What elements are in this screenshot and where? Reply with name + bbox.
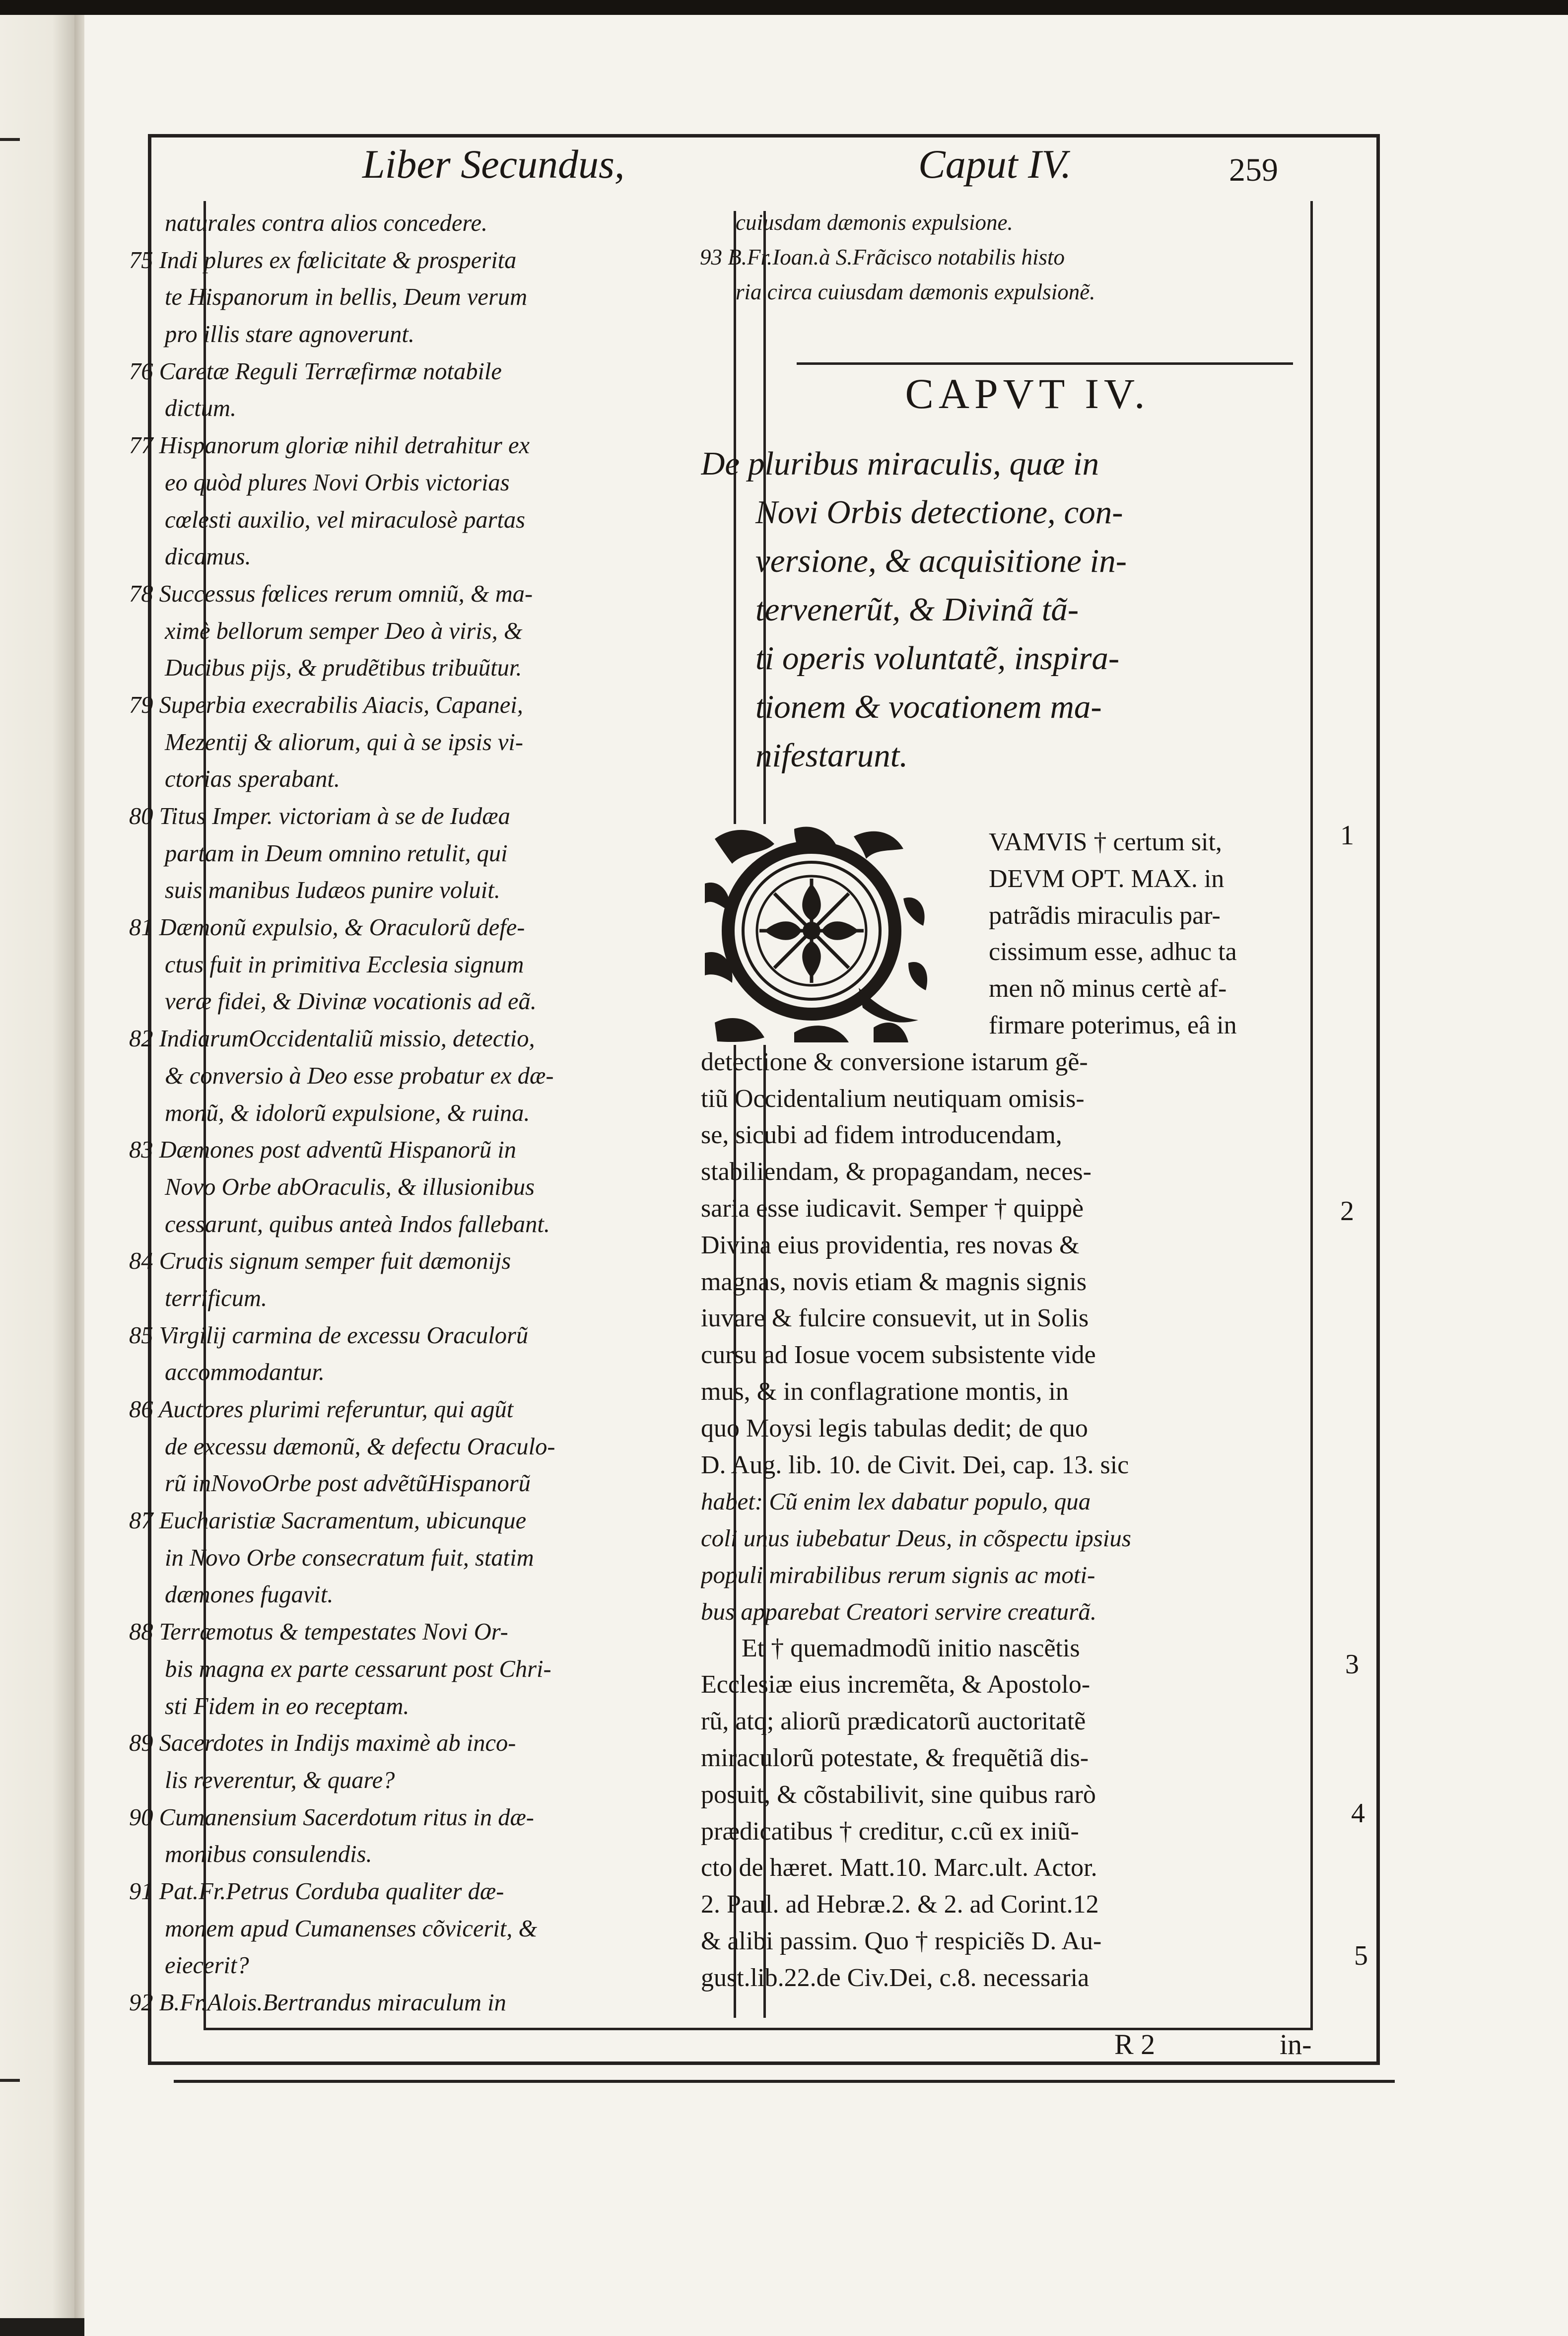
summary-line: dictum. <box>165 395 237 422</box>
chapter-description-line: De pluribus miraculis, quæ in <box>701 445 1099 482</box>
summary-line: 80 Titus Imper. victoriam à se de Iudæa <box>129 803 510 829</box>
chapter-description-line: ti operis voluntatẽ, inspira- <box>755 640 1120 677</box>
body-line-quotation: bus apparebat Creatori servire creaturã. <box>701 1597 1097 1625</box>
summary-line: de excessu dæmonũ, & defectu Oraculo- <box>165 1433 555 1460</box>
body-line: DEVM OPT. MAX. in <box>989 864 1225 893</box>
chapter-description <box>701 439 1306 780</box>
summary-line: lis reverentur, & quare? <box>165 1767 395 1793</box>
body-line: cursu ad Iosue vocem subsistente vide <box>701 1341 1096 1370</box>
body-line: men nõ minus certè af- <box>989 974 1227 1003</box>
summary-line: monibus consulendis. <box>165 1841 372 1868</box>
body-line: cto de hæret. Matt.10. Marc.ult. Actor. <box>701 1854 1097 1882</box>
summary-line: 84 Crucis signum semper fuit dæmonijs <box>129 1248 511 1275</box>
summary-line: 93 B.Fr.Ioan.à S.Frãcisco notabilis histo <box>700 245 1065 270</box>
body-line: Et † quemadmodũ initio nascẽtis <box>742 1634 1080 1662</box>
summary-line: in Novo Orbe consecratum fuit, statim <box>165 1544 534 1571</box>
margin-number: 2 <box>1340 1196 1354 1227</box>
summary-line: cessarunt, quibus anteà Indos fallebant. <box>165 1211 550 1237</box>
body-line: iuvare & fulcire consuevit, ut in Solis <box>701 1304 1089 1333</box>
summary-column <box>129 205 742 2022</box>
previous-page-rule <box>0 138 20 141</box>
summary-line: 90 Cumanensium Sacerdotum ritus in dæ- <box>129 1804 534 1831</box>
body-line: mus, & in conflagratione montis, in <box>701 1377 1069 1406</box>
body-line: VAMVIS † certum sit, <box>989 828 1222 856</box>
summary-line: bis magna ex parte cessarunt post Chri- <box>165 1655 551 1682</box>
summary-line: suis manibus Iudæos punire voluit. <box>165 877 500 904</box>
summary-line: 86 Auctores plurimi referuntur, qui agũt <box>129 1396 514 1423</box>
summary-line: 81 Dæmonũ expulsio, & Oraculorũ defe- <box>129 914 525 941</box>
body-line-quotation: populi mirabilibus rerum signis ac moti- <box>701 1561 1095 1588</box>
chapter-description-line: versione, & acquisitione in- <box>755 543 1127 579</box>
summary-line: sti Fidem in eo receptam. <box>165 1693 409 1719</box>
body-line: quo Moysi legis tabulas dedit; de quo <box>701 1414 1088 1443</box>
chapter-description-line: tervenerũt, & Divinã tã- <box>755 591 1079 628</box>
summary-line: cœlesti auxilio, vel miraculosè partas <box>165 506 526 533</box>
body-line: se, sicubi ad fidem introducendam, <box>701 1121 1062 1150</box>
body-line: patrãdis miraculis par- <box>989 901 1221 930</box>
summary-line: accommodantur. <box>165 1359 325 1386</box>
summary-line: 91 Pat.Fr.Petrus Corduba qualiter dæ- <box>129 1878 504 1905</box>
summary-line: pro illis stare agnoverunt. <box>165 321 414 348</box>
body-line: posuit, & cõstabilivit, sine quibus rarò <box>701 1780 1096 1809</box>
summary-line: veræ fidei, & Divinæ vocationis ad eã. <box>165 988 537 1015</box>
summary-line: ria circa cuiusdam dæmonis expulsionẽ. <box>736 279 1095 304</box>
body-line: saria esse iudicavit. Semper † quippè <box>701 1194 1084 1223</box>
body-line: gust.lib.22.de Civ.Dei, c.8. necessaria <box>701 1963 1090 1992</box>
summary-line: monem apud Cumanenses cõvicerit, & <box>165 1915 538 1942</box>
margin-number: 3 <box>1345 1649 1359 1680</box>
summary-line: 79 Superbia execrabilis Aiacis, Capanei, <box>129 691 523 718</box>
summary-line: 78 Successus fœlices rerum omniũ, & ma- <box>129 580 533 607</box>
summary-line: terrificum. <box>165 1285 268 1311</box>
summary-line: 76 Caretæ Reguli Terræfirmæ notabile <box>129 358 502 385</box>
previous-page-rule <box>0 2079 20 2082</box>
summary-line: ctorias sperabant. <box>165 766 340 793</box>
summary-line: & conversio à Deo esse probatur ex dæ- <box>165 1062 554 1089</box>
bottom-rule <box>174 2080 1395 2083</box>
summary-line: 88 Terræmotus & tempestates Novi Or- <box>129 1619 508 1646</box>
summary-line: naturales contra alios concedere. <box>165 210 488 236</box>
summary-line: 82 IndiarumOccidentaliũ missio, detectio, <box>129 1026 535 1052</box>
body-line: miraculorũ potestate, & frequẽtiã dis- <box>701 1743 1089 1772</box>
body-line-quotation: coli unus iubebatur Deus, in cõspectu ipsius <box>701 1524 1131 1552</box>
summary-line: dæmones fugavit. <box>165 1581 334 1608</box>
summary-line: eo quòd plures Novi Orbis victorias <box>165 469 510 496</box>
chapter-title: CAPVT IV. <box>905 370 1150 417</box>
margin-number: 1 <box>1340 820 1354 851</box>
summary-line: eiecerit? <box>165 1952 249 1979</box>
body-line: & alibi passim. Quo † respiciẽs D. Au- <box>701 1926 1102 1955</box>
running-header-chapter: Caput IV. <box>918 141 1072 187</box>
body-line: Divina eius providentia, res novas & <box>701 1231 1080 1259</box>
body-line: 2. Paul. ad Hebræ.2. & 2. ad Corint.12 <box>701 1890 1099 1919</box>
chapter-description-line: Novi Orbis detectione, con- <box>755 494 1123 531</box>
margin-number: 4 <box>1351 1798 1365 1829</box>
chapter-description-line: nifestarunt. <box>755 737 908 774</box>
body-line: firmare poterimus, eâ in <box>989 1011 1237 1039</box>
summary-line: dicamus. <box>165 544 251 570</box>
body-line: D. Aug. lib. 10. de Civit. Dei, cap. 13. sic <box>701 1450 1129 1479</box>
summary-line: 87 Eucharistiæ Sacramentum, ubicunque <box>129 1508 527 1534</box>
summary-line: 85 Virgilij carmina de excessu Oraculorũ <box>129 1322 529 1349</box>
chapter-rule <box>797 362 1293 365</box>
summary-line: Mezentij & aliorum, qui à se ipsis vi- <box>165 729 524 756</box>
page-number: 259 <box>1229 152 1278 188</box>
summary-line: 89 Sacerdotes in Indijs maximè ab inco- <box>129 1730 516 1757</box>
previous-page-edge <box>0 15 76 2318</box>
catchword: in- <box>1280 2028 1312 2061</box>
body-line: Ecclesiæ eius incremẽta, & Apostolo- <box>701 1670 1091 1699</box>
body-line: tiũ Occidentalium neutiquam omisis- <box>701 1084 1085 1113</box>
body-line: prædicatibus † creditur, c.cũ ex iniũ- <box>701 1817 1079 1846</box>
summary-line: Novo Orbe abOraculis, & illusionibus <box>165 1173 535 1200</box>
body-line: detectione & conversione istarum gẽ- <box>701 1047 1088 1076</box>
summary-continuation <box>700 205 1305 309</box>
summary-line: 83 Dæmones post adventũ Hispanorũ in <box>129 1137 517 1164</box>
body-line-quotation: habet: Cũ enim lex dabatur populo, qua <box>701 1488 1091 1515</box>
chapter-description-line: tionem & vocationem ma- <box>755 688 1102 725</box>
summary-line: ximè bellorum semper Deo à viris, & <box>165 618 523 644</box>
summary-line: rũ inNovoOrbe post advẽtũHispanorũ <box>165 1470 531 1497</box>
summary-line: ctus fuit in primitiva Ecclesia signum <box>165 951 524 978</box>
chapter-body <box>701 824 1309 1996</box>
body-line: magnas, novis etiam & magnis signis <box>701 1267 1087 1296</box>
body-line: stabiliendam, & propagandam, neces- <box>701 1158 1091 1186</box>
summary-line: te Hispanorum in bellis, Deum verum <box>165 284 528 311</box>
summary-line: cuiusdam dæmonis expulsione. <box>736 210 1013 235</box>
running-header-book: Liber Secundus, <box>362 141 625 187</box>
summary-line: partam in Deum omnino retulit, qui <box>165 840 508 867</box>
summary-line: 75 Indi plures ex fœlicitate & prosperita <box>129 247 517 274</box>
body-line: rũ, atq; aliorũ prædicatorũ auctoritatẽ <box>701 1707 1086 1736</box>
signature-mark: R 2 <box>1114 2028 1156 2061</box>
summary-line: 92 B.Fr.Alois.Bertrandus miraculum in <box>129 1990 506 2016</box>
summary-line: monũ, & idolorũ expulsione, & ruina. <box>165 1099 530 1126</box>
summary-line: 77 Hispanorum gloriæ nihil detrahitur ex <box>129 432 530 459</box>
body-line: cissimum esse, adhuc ta <box>989 938 1237 966</box>
margin-number: 5 <box>1354 1940 1368 1971</box>
summary-line: Ducibus pijs, & prudẽtibus tribuũtur. <box>165 655 522 682</box>
